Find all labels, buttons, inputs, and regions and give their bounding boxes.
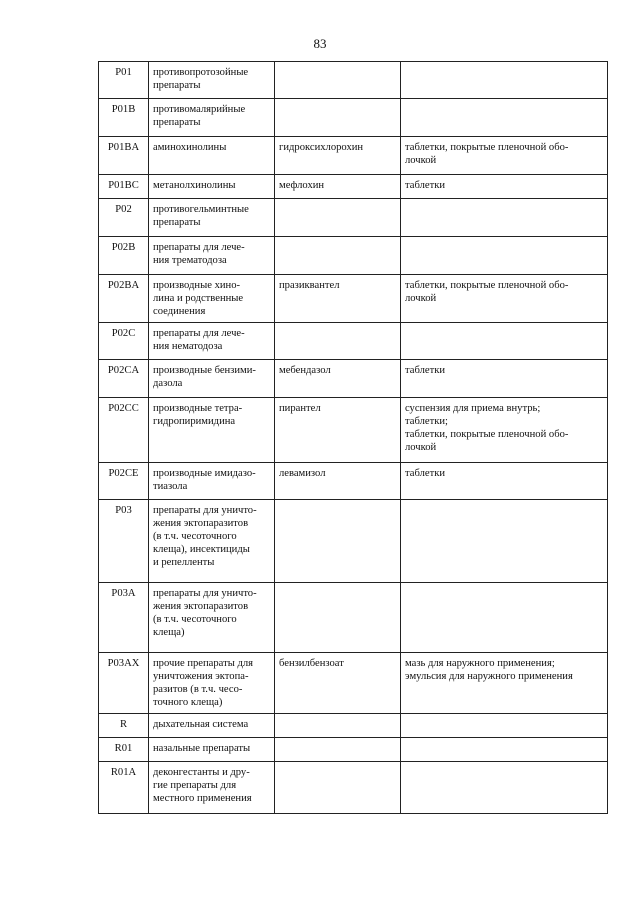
- drug-name-cell: [275, 714, 401, 738]
- dosage-form-cell: [401, 762, 608, 814]
- table-row: [99, 738, 608, 762]
- dosage-form-cell: [401, 237, 608, 275]
- group-name-cell: аминохинолины: [149, 137, 275, 175]
- drug-name-cell: [275, 62, 401, 99]
- group-name-cell: дыхательная система: [149, 714, 275, 738]
- dosage-form-cell: мазь для наружного применения; эмульсия для наружного применения: [401, 653, 608, 714]
- group-name-cell: производные имидазо- тиазола: [149, 463, 275, 500]
- table-row: [99, 137, 608, 175]
- table-row: [99, 398, 608, 463]
- dosage-form-cell: таблетки: [401, 175, 608, 199]
- table-row: [99, 62, 608, 99]
- group-name-cell: производные бензими- дазола: [149, 360, 275, 398]
- atc-code-cell: R01A: [99, 762, 149, 814]
- group-name-cell: противомалярийные препараты: [149, 99, 275, 137]
- drug-name-cell: [275, 583, 401, 653]
- atc-code-cell: R: [99, 714, 149, 738]
- dosage-form-cell: [401, 738, 608, 762]
- atc-code-cell: P02CE: [99, 463, 149, 500]
- dosage-form-cell: [401, 500, 608, 583]
- atc-code-cell: P02: [99, 199, 149, 237]
- table-row: [99, 653, 608, 714]
- dosage-form-cell: таблетки: [401, 463, 608, 500]
- drug-name-cell: мефлохин: [275, 175, 401, 199]
- table-row: [99, 323, 608, 360]
- dosage-form-cell: таблетки, покрытые пленочной обо- лочкой: [401, 137, 608, 175]
- atc-code-cell: P02BA: [99, 275, 149, 323]
- atc-code-cell: P02C: [99, 323, 149, 360]
- group-name-cell: метанолхинолины: [149, 175, 275, 199]
- drug-table: [98, 61, 608, 814]
- drug-name-cell: мебендазол: [275, 360, 401, 398]
- atc-code-cell: P03AX: [99, 653, 149, 714]
- atc-code-cell: R01: [99, 738, 149, 762]
- table-row: [99, 275, 608, 323]
- atc-code-cell: P01B: [99, 99, 149, 137]
- dosage-form-cell: [401, 62, 608, 99]
- atc-code-cell: P02CA: [99, 360, 149, 398]
- group-name-cell: препараты для уничто- жения эктопаразитов (в т.ч. чесоточного клеща): [149, 583, 275, 653]
- group-name-cell: препараты для уничто- жения эктопаразитов (в т.ч. чесоточного клеща), инсектициды и репелленты: [149, 500, 275, 583]
- group-name-cell: назальные препараты: [149, 738, 275, 762]
- drug-name-cell: [275, 237, 401, 275]
- group-name-cell: производные хино- лина и родственные соединения: [149, 275, 275, 323]
- table-row: [99, 175, 608, 199]
- drug-name-cell: [275, 323, 401, 360]
- dosage-form-cell: таблетки, покрытые пленочной обо- лочкой: [401, 275, 608, 323]
- table-row: [99, 99, 608, 137]
- group-name-cell: деконгестанты и дру- гие препараты для местного применения: [149, 762, 275, 814]
- table-row: [99, 762, 608, 814]
- drug-name-cell: [275, 99, 401, 137]
- drug-name-cell: празиквантел: [275, 275, 401, 323]
- dosage-form-cell: [401, 99, 608, 137]
- table-row: [99, 583, 608, 653]
- atc-code-cell: P03: [99, 500, 149, 583]
- drug-name-cell: [275, 199, 401, 237]
- dosage-form-cell: таблетки: [401, 360, 608, 398]
- atc-code-cell: P01: [99, 62, 149, 99]
- drug-table-body: [99, 62, 608, 814]
- group-name-cell: производные тетра- гидропиримидина: [149, 398, 275, 463]
- atc-code-cell: P02CC: [99, 398, 149, 463]
- table-row: [99, 237, 608, 275]
- drug-name-cell: пирантел: [275, 398, 401, 463]
- drug-name-cell: гидроксихлорохин: [275, 137, 401, 175]
- atc-code-cell: P03A: [99, 583, 149, 653]
- table-row: [99, 714, 608, 738]
- dosage-form-cell: [401, 714, 608, 738]
- group-name-cell: препараты для лече- ния трематодоза: [149, 237, 275, 275]
- dosage-form-cell: суспензия для приема внутрь; таблетки; таблетки, покрытые пленочной обо- лочкой: [401, 398, 608, 463]
- drug-name-cell: левамизол: [275, 463, 401, 500]
- drug-name-cell: [275, 500, 401, 583]
- table-row: [99, 500, 608, 583]
- drug-name-cell: [275, 762, 401, 814]
- atc-code-cell: P01BA: [99, 137, 149, 175]
- group-name-cell: прочие препараты для уничтожения эктопа- разитов (в т.ч. чесо- точного клеща): [149, 653, 275, 714]
- atc-code-cell: P01BC: [99, 175, 149, 199]
- group-name-cell: противопротозойные препараты: [149, 62, 275, 99]
- atc-code-cell: P02B: [99, 237, 149, 275]
- dosage-form-cell: [401, 583, 608, 653]
- drug-name-cell: [275, 738, 401, 762]
- dosage-form-cell: [401, 323, 608, 360]
- table-row: [99, 199, 608, 237]
- table-row: [99, 360, 608, 398]
- group-name-cell: препараты для лече- ния нематодоза: [149, 323, 275, 360]
- dosage-form-cell: [401, 199, 608, 237]
- group-name-cell: противогельминтные препараты: [149, 199, 275, 237]
- table-row: [99, 463, 608, 500]
- drug-name-cell: бензилбензоат: [275, 653, 401, 714]
- page-number: 83: [313, 36, 327, 51]
